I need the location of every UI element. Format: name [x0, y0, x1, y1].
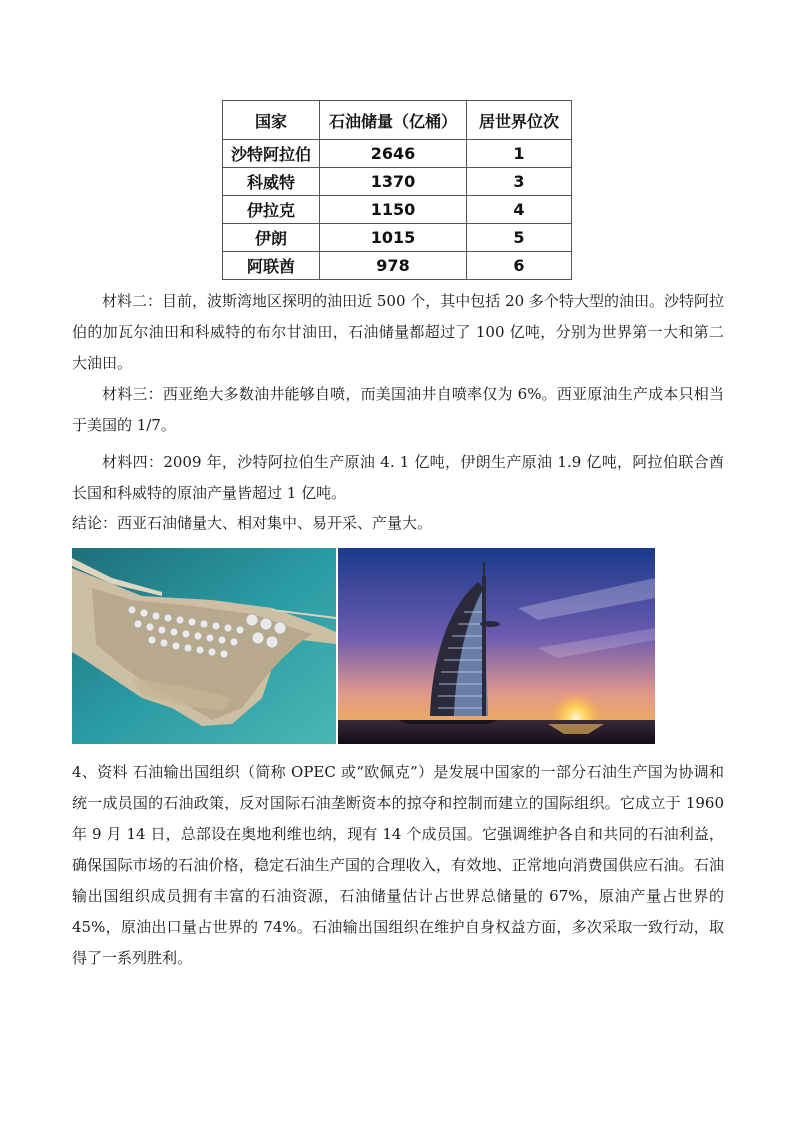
table-cell: 沙特阿拉伯 [223, 140, 320, 168]
table-cell: 科威特 [223, 168, 320, 196]
table-row [223, 252, 572, 280]
table-header-cell: 石油储量（亿桶） [320, 101, 467, 140]
table-cell: 伊拉克 [223, 196, 320, 224]
oil-reserves-table [222, 100, 572, 280]
table-cell: 1 [467, 140, 572, 168]
table-row [223, 224, 572, 252]
table-row [223, 140, 572, 168]
conclusion-paragraph: 结论：西亚石油储量大、相对集中、易开采、产量大。 [72, 514, 433, 532]
table-cell: 2646 [320, 140, 467, 168]
table-cell: 978 [320, 252, 467, 280]
resource-four-paragraph: 4、资料 石油输出国组织（简称 OPEC 或“欧佩克”）是发展中国家的一部分石油生产国为协调和统一成员国的石油政策，反对国际石油垄断资本的掠夺和控制而建立的国际组织。它成立于 1960 年 9 月 14 日，总部设在奥地利维也纳，现有 14 个成员国。它强调维护各自和共同的石油利益，确保国际市场的石油价格，稳定石油生产国的合理收入，有效地、正常地向消费国供应石油。石油输出国组织成员拥有丰富的石油资源，石油储量估计占世界总储量的 67%，原油产量占世界的 45%，原油出口量占世界的 74%。石油输出国组织在维护自身权益方面，多次采取一致行动，取得了一系列胜利。 [72, 763, 724, 967]
burj-al-arab-sunset-photo [338, 548, 655, 744]
table-cell: 4 [467, 196, 572, 224]
table-cell: 1015 [320, 224, 467, 252]
table-header-row [223, 101, 572, 140]
table-cell: 伊朗 [223, 224, 320, 252]
table-header-cell: 居世界位次 [467, 101, 572, 140]
table-row [223, 196, 572, 224]
material-two-paragraph: 材料二：目前，波斯湾地区探明的油田近 500 个，其中包括 20 多个特大型的油田。沙特阿拉伯的加瓦尔油田和科威特的布尔甘油田，石油储量都超过了 100 亿吨，分别为世界第一大和第二大油田。 [72, 292, 724, 372]
table-header-cell: 国家 [223, 101, 320, 140]
table-cell: 1370 [320, 168, 467, 196]
table-cell: 5 [467, 224, 572, 252]
table-cell: 1150 [320, 196, 467, 224]
material-three-paragraph: 材料三：西亚绝大多数油井能够自喷，而美国油井自喷率仅为 6%。西亚原油生产成本只相当于美国的 1/7。 [72, 385, 724, 434]
table-cell: 6 [467, 252, 572, 280]
table-row [223, 168, 572, 196]
table-cell: 阿联酋 [223, 252, 320, 280]
material-four-paragraph: 材料四：2009 年，沙特阿拉伯生产原油 4. 1 亿吨，伊朗生产原油 1.9 亿吨，阿拉伯联合酋长国和科威特的原油产量皆超过 1 亿吨。 [72, 453, 724, 502]
oil-terminal-aerial-photo [72, 548, 336, 744]
table-cell: 3 [467, 168, 572, 196]
